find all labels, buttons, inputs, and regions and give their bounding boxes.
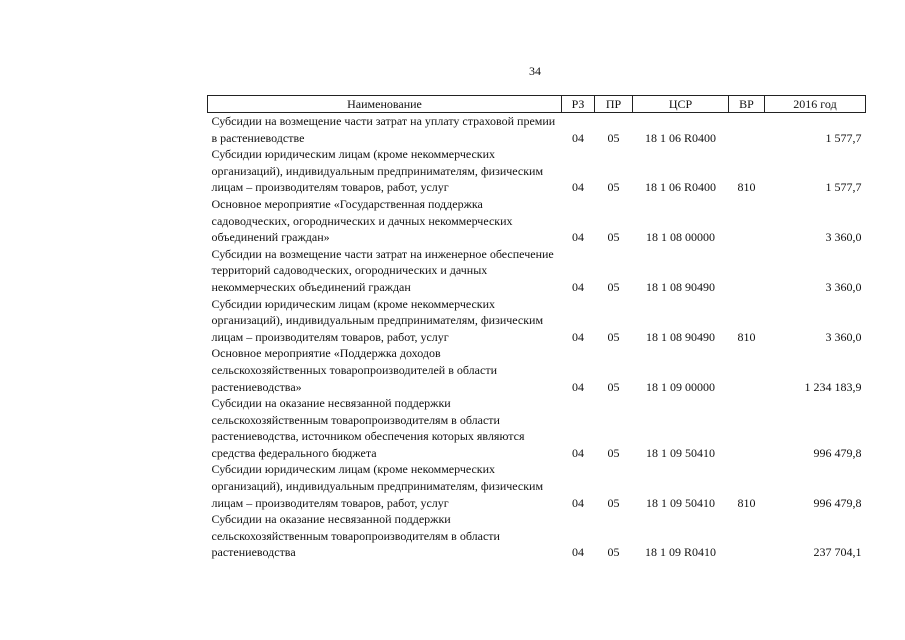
- row-rz: 04: [572, 445, 584, 460]
- row-vr: 810: [737, 329, 756, 344]
- row-pr: 05: [607, 495, 620, 510]
- row-rz: 04: [572, 279, 584, 294]
- budget-table: [207, 95, 866, 561]
- row-csr: 18 1 09 50410: [646, 495, 715, 510]
- row-csr: 18 1 08 90490: [646, 329, 715, 344]
- table-row: [208, 395, 866, 461]
- row-name: Субсидии на возмещение части затрат на уплату страховой премии в растениеводстве: [211, 114, 556, 145]
- row-pr: 05: [607, 279, 620, 294]
- row-vr: [729, 246, 765, 296]
- table-row: [208, 196, 866, 246]
- row-csr: 18 1 08 00000: [646, 230, 715, 245]
- row-csr: 18 1 08 90490: [646, 279, 715, 294]
- row-vr: [729, 395, 765, 461]
- row-vr: 810: [737, 495, 756, 510]
- row-name: Субсидии юридическим лицам (кроме некоммерческих организаций), индивидуальным предпринимателям, физическим лицам – производителям товаров, работ, услуг: [211, 462, 544, 510]
- row-vr: [729, 196, 765, 246]
- row-pr: 05: [607, 329, 620, 344]
- row-csr: 18 1 09 R0410: [644, 545, 716, 560]
- header-pr: ПР: [595, 96, 633, 113]
- row-rz: 04: [572, 545, 584, 560]
- table-header-row: [208, 96, 866, 113]
- row-vr: [729, 113, 765, 147]
- row-rz: 04: [572, 180, 584, 195]
- row-csr: 18 1 09 50410: [646, 445, 715, 460]
- table-row: [208, 296, 866, 346]
- row-rz: 04: [572, 379, 584, 394]
- header-year: 2016 год: [765, 96, 866, 113]
- header-csr: ЦСР: [633, 96, 729, 113]
- row-name: Основное мероприятие «Государственная поддержка садоводческих, огороднических и дачных некоммерческих объединений граждан»: [211, 196, 513, 245]
- row-pr: 05: [607, 230, 620, 245]
- row-rz: 04: [572, 329, 584, 344]
- row-amount: 3 360,0: [825, 230, 862, 245]
- row-amount: 996 479,8: [813, 445, 862, 460]
- table-row: [208, 113, 866, 147]
- row-rz: 04: [572, 130, 584, 145]
- row-vr: 810: [737, 180, 756, 195]
- table-row: [208, 345, 866, 395]
- header-name: Наименование: [208, 96, 562, 113]
- row-pr: 05: [607, 445, 620, 460]
- table-row: [208, 511, 866, 561]
- row-name: Субсидии на возмещение части затрат на инженерное обеспечение территорий садоводческих, огороднических и дачных некоммерческих объединений граждан: [211, 246, 554, 294]
- table-row: [208, 146, 866, 196]
- row-name: Основное мероприятие «Поддержка доходов сельскохозяйственных товаропроизводителей в области растениеводства»: [211, 346, 497, 394]
- header-rz: РЗ: [562, 96, 595, 113]
- row-amount: 3 360,0: [825, 329, 862, 344]
- table-row: [208, 246, 866, 296]
- row-vr: [729, 511, 765, 561]
- row-amount: 3 360,0: [825, 279, 862, 294]
- row-amount: 237 704,1: [813, 545, 862, 560]
- row-csr: 18 1 06 R0400: [644, 130, 716, 145]
- row-csr: 18 1 09 00000: [646, 379, 715, 394]
- page-number: 34: [529, 64, 541, 78]
- row-name: Субсидии на оказание несвязанной поддержки сельскохозяйственным товаропроизводителям в области растениеводства: [211, 512, 500, 560]
- row-amount: 996 479,8: [813, 495, 862, 510]
- row-name: Субсидии на оказание несвязанной поддержки сельскохозяйственным товаропроизводителям в области растениеводства, источником обеспечения которых являются средства федерального бюджета: [211, 396, 525, 460]
- row-pr: 05: [607, 545, 620, 560]
- row-amount: 1 577,7: [825, 130, 862, 145]
- row-pr: 05: [607, 130, 620, 145]
- row-csr: 18 1 06 R0400: [644, 180, 716, 195]
- header-vr: ВР: [729, 96, 765, 113]
- row-name: Субсидии юридическим лицам (кроме некоммерческих организаций), индивидуальным предпринимателям, физическим лицам – производителям товаров, работ, услуг: [211, 147, 544, 195]
- row-name: Субсидии юридическим лицам (кроме некоммерческих организаций), индивидуальным предпринимателям, физическим лицам – производителям товаров, работ, услуг: [211, 296, 544, 344]
- row-pr: 05: [607, 379, 620, 394]
- row-amount: 1 234 183,9: [804, 379, 862, 394]
- row-vr: [729, 345, 765, 395]
- row-rz: 04: [572, 495, 584, 510]
- row-pr: 05: [607, 180, 620, 195]
- table-row: [208, 461, 866, 511]
- row-amount: 1 577,7: [825, 180, 862, 195]
- row-rz: 04: [572, 230, 584, 245]
